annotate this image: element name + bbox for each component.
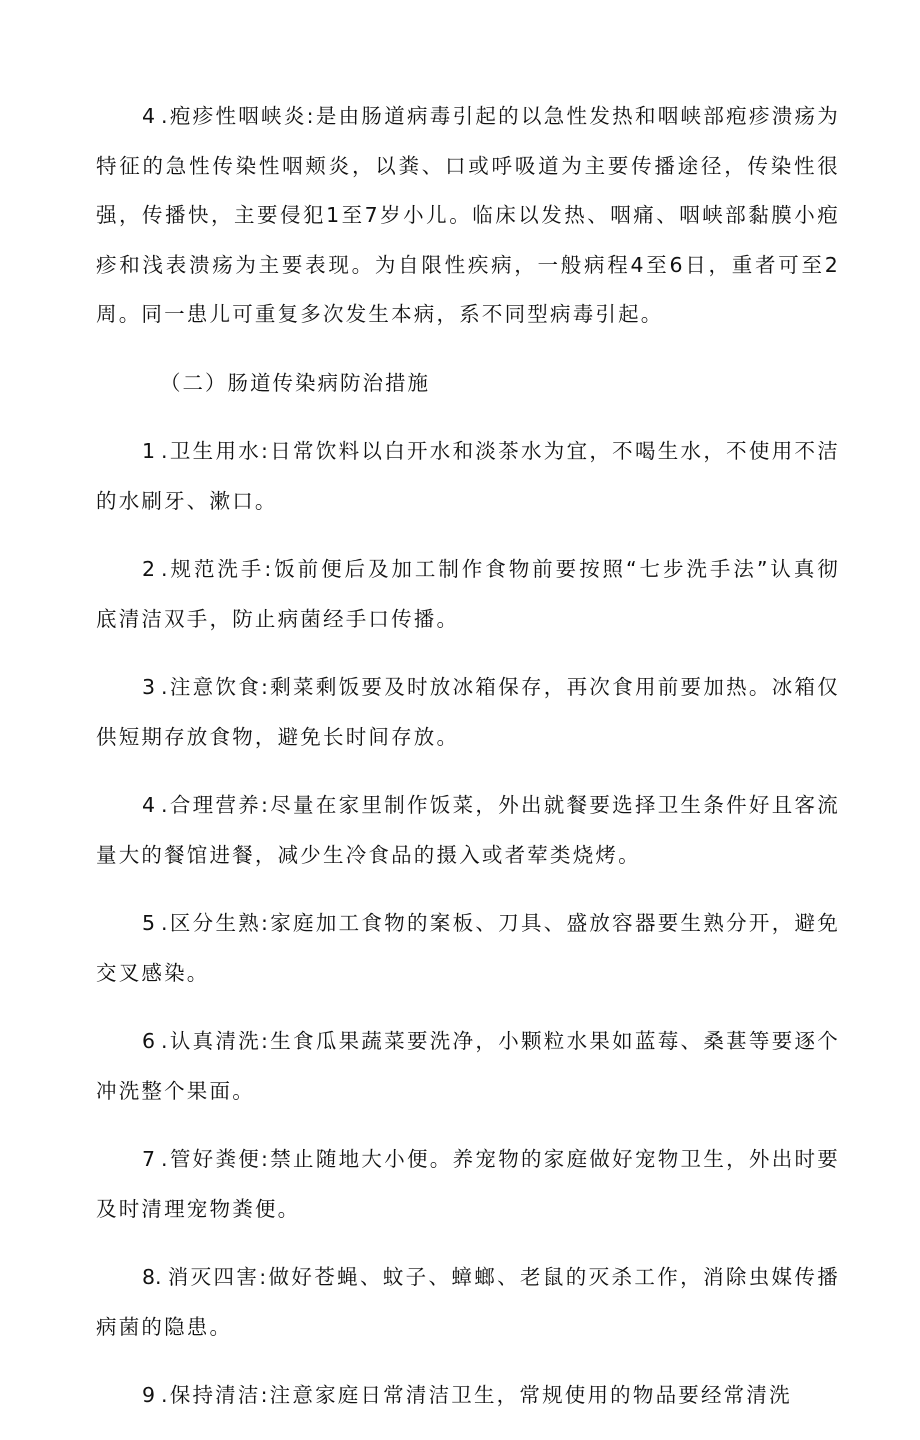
measure-text: 尽量在家里制作饭菜，外出就餐要选择卫生条件好且客流量大的餐馆进餐，减少生冷食品的摄入或者荤类烧烤。 (96, 793, 841, 867)
measure-text: 家庭加工食物的案板、刀具、盛放容器要生熟分开，避免交叉感染。 (96, 911, 841, 985)
measure-title: .区分生熟: (161, 911, 271, 935)
paragraph-herpangina (96, 92, 840, 340)
measure-item-diet (96, 663, 840, 762)
measure-number: 7 (142, 1147, 156, 1171)
paragraph-number: 4 (142, 104, 156, 128)
measure-item-handwashing (96, 545, 840, 644)
measure-title: .管好粪便: (161, 1147, 271, 1171)
measure-text: 禁止随地大小便。养宠物的家庭做好宠物卫生，外出时要及时清理宠物粪便。 (96, 1147, 841, 1221)
measure-number: 4 (142, 793, 156, 817)
document-body (96, 92, 840, 1440)
paragraph-title: .疱疹性咽峡炎: (161, 104, 316, 128)
measure-title: .规范洗手: (161, 557, 274, 581)
measure-item-nutrition (96, 781, 840, 880)
measure-title: 消灭四害: (167, 1265, 269, 1289)
measure-text: 生食瓜果蔬菜要洗净，小颗粒水果如蓝莓、桑葚等要逐个冲洗整个果面。 (96, 1029, 841, 1103)
measure-text: 剩菜剩饭要及时放冰箱保存，再次食用前要加热。冰箱仅供短期存放食物，避免长时间存放。 (96, 675, 841, 749)
measure-title: .保持清洁: (161, 1383, 270, 1407)
measure-title: .合理营养: (161, 793, 271, 817)
measure-number: 6 (142, 1029, 156, 1053)
measure-number: 2 (142, 557, 156, 581)
measure-title: .认真清洗: (161, 1029, 271, 1053)
measure-item-water (96, 427, 840, 526)
measure-number: 8. (142, 1265, 162, 1289)
paragraph-text: 是由肠道病毒引起的以急性发热和咽峡部疱疹溃疡为特征的急性传染性咽颊炎，以粪、口或呼吸道为主要传播途径，传染性很强，传播快，主要侵犯1至7岁小儿。临床以发热、咽痛、咽峡部黏膜小疱疹和浅表溃疡为主要表现。为自限性疾病，一般病程4至6日，重者可至2周。同一患儿可重复多次发生本病，系不同型病毒引起。 (96, 104, 840, 326)
measure-title: .注意饮食: (161, 675, 271, 699)
measure-number: 1 (142, 439, 156, 463)
measure-text: 做好苍蝇、蚊子、蟑螂、老鼠的灭杀工作，消除虫媒传播病菌的隐患。 (96, 1265, 840, 1339)
measure-text: 日常饮料以白开水和淡茶水为宜，不喝生水，不使用不洁的水刷牙、漱口。 (96, 439, 841, 513)
measure-number: 5 (142, 911, 156, 935)
measure-item-feces (96, 1135, 840, 1234)
measure-item-cleaning (96, 1371, 840, 1421)
measure-text: 饭前便后及加工制作食物前要按照“七步洗手法”认真彻底清洁双手，防止病菌经手口传播。 (96, 557, 840, 631)
measure-item-washing (96, 1017, 840, 1116)
measure-number: 9 (142, 1383, 156, 1407)
measure-item-raw-cooked (96, 899, 840, 998)
measure-text: 注意家庭日常清洁卫生，常规使用的物品要经常清洗 (269, 1383, 792, 1407)
measure-title: .卫生用水: (161, 439, 271, 463)
measure-item-pests (96, 1253, 840, 1352)
measure-number: 3 (142, 675, 156, 699)
section-heading: （二）肠道传染病防治措施 (160, 370, 430, 395)
